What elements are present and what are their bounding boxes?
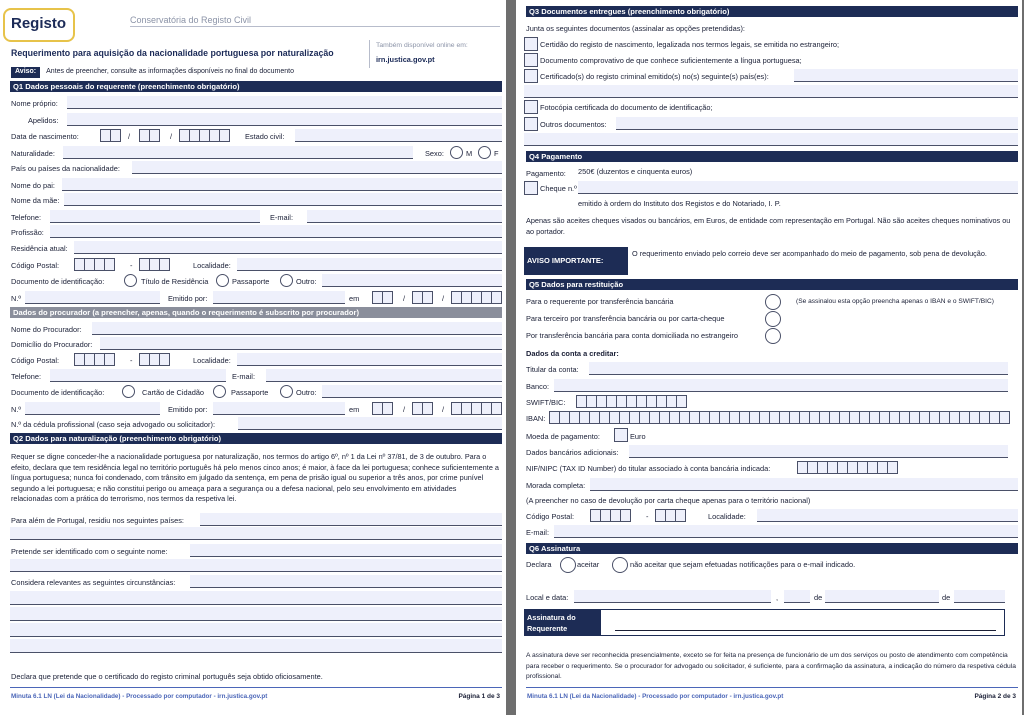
page-number: Página 2 de 3: [974, 692, 1016, 700]
comma: ,: [776, 593, 779, 602]
titulo-residencia-label: Título de Residência: [141, 277, 209, 286]
doc5-label: Outros documentos:: [540, 120, 607, 129]
doc3-field[interactable]: [794, 69, 1018, 82]
localidade-label: Localidade:: [193, 261, 231, 270]
ano-field[interactable]: [954, 590, 1005, 603]
aviso-label: Aviso:: [11, 67, 40, 78]
titulo-residencia-radio[interactable]: [124, 274, 137, 287]
considera-label: Considera relevantes as seguintes circunstâncias:: [11, 578, 176, 587]
residencia-field[interactable]: [74, 241, 502, 254]
doc4-checkbox[interactable]: [524, 100, 538, 114]
section-q2-header: Q2 Dados para naturalização (preenchimento obrigatório): [10, 433, 502, 444]
nascimento-year[interactable]: [179, 129, 229, 142]
naturalidade-field[interactable]: [63, 146, 413, 159]
sexo-m-label: M: [466, 149, 473, 158]
cheque-field[interactable]: [578, 181, 1018, 194]
restituicao-3-radio[interactable]: [765, 328, 781, 344]
slash: /: [403, 405, 406, 414]
considera-field-5[interactable]: [10, 639, 502, 653]
email-label: E-mail:: [270, 213, 293, 222]
q2-declaration: Requer se digne conceder-lhe a nacionalidade portuguesa por naturalização, nos termos do artigo 6º, nº 1 da Lei nº 37/81, de 3 de outubro. Para o efeito, declara que tem residência legal no território português há pelo menos cinco anos; é maior, à face da lei portuguesa; conhece suficientemente a língua portuguesa; nunca foi condenado, com trânsito em julgado da sentença, em pena de prisão igual ou superior a três anos, por crime punível segundo a lei portuguesa; e não constitui perigo ou ameaça para a segurança ou a defesa nacional, pelo seu envolvimento em atividades relacionadas com a prática do terrorismo, nos termos da respetiva lei.: [11, 452, 499, 504]
considera-field-4[interactable]: [10, 623, 502, 637]
localidade-proc-field[interactable]: [237, 353, 502, 366]
emitido-ordem-text: emitido à ordem do Instituto dos Registos e do Notariado, I. P.: [578, 199, 781, 208]
swift-cells[interactable]: [576, 395, 686, 408]
pai-label: Nome do pai:: [11, 181, 55, 190]
morada-field[interactable]: [590, 478, 1018, 491]
numero-field[interactable]: [25, 291, 160, 304]
alem-label: Para além de Portugal, residiu nos seguintes países:: [11, 516, 184, 525]
aceitar-label: aceitar: [577, 560, 600, 569]
cheque-checkbox[interactable]: [524, 181, 538, 195]
doc5-field[interactable]: [616, 117, 1018, 130]
nao-aceitar-radio[interactable]: [612, 557, 628, 573]
nao-aceitar-label: não aceitar que sejam efetuadas notificações para o e-mail indicado.: [630, 560, 856, 569]
outro-proc-label: Outro:: [296, 388, 317, 397]
restituicao-2-label: Para terceiro por transferência bancária ou por carta-cheque: [526, 314, 725, 323]
registo-logo: Registo: [3, 8, 75, 42]
nascimento-month[interactable]: [139, 129, 159, 142]
mae-field[interactable]: [64, 193, 502, 206]
numero-proc-field[interactable]: [25, 402, 160, 415]
section-q3-header: Q3 Documentos entregues (preenchimento obrigatório): [526, 6, 1018, 17]
divider: [369, 40, 370, 68]
doc-id-proc-label: Documento de identificação:: [11, 388, 105, 397]
pagamento-valor: 250€ (duzentos e cinquenta euros): [578, 167, 693, 176]
nascimento-label: Data de nascimento:: [11, 132, 79, 141]
mes-field[interactable]: [825, 590, 939, 603]
cc-label: Cartão de Cidadão: [142, 388, 205, 397]
cp-proc-part2[interactable]: [139, 353, 169, 366]
aviso-text: Antes de preencher, consulte as informações disponíveis no final do documento: [46, 68, 295, 75]
section-q4-header: Q4 Pagamento: [526, 151, 1018, 162]
footer-divider: [10, 687, 502, 688]
em-month[interactable]: [412, 291, 432, 304]
restituicao-1-label: Para o requerente por transferência bancária: [526, 297, 674, 306]
doc5-field-2[interactable]: [524, 133, 1018, 146]
nif-label: NIF/NIPC (TAX ID Number) do titular associado à conta bancária indicada:: [526, 464, 771, 473]
nome-procurador-label: Nome do Procurador:: [11, 325, 82, 334]
de-1: de: [814, 593, 823, 602]
cheque-label: Cheque n.º: [540, 184, 577, 193]
localidade-proc-label: Localidade:: [193, 356, 231, 365]
local-field[interactable]: [574, 590, 771, 603]
telefone-label: Telefone:: [11, 213, 41, 222]
alem-field[interactable]: [200, 513, 502, 526]
slash: /: [128, 132, 131, 141]
section-q6-header: Q6 Assinatura: [526, 543, 1018, 554]
titular-field[interactable]: [589, 362, 1008, 375]
slash: /: [170, 132, 173, 141]
apelidos-field[interactable]: [67, 113, 502, 126]
email-proc-label: E-mail:: [232, 372, 255, 381]
estado-civil-label: Estado civil:: [245, 132, 285, 141]
slash: /: [403, 294, 406, 303]
telefone-proc-field[interactable]: [50, 369, 226, 382]
em-label: em: [349, 294, 360, 303]
titular-label: Titular da conta:: [526, 365, 579, 374]
sexo-label: Sexo:: [425, 149, 444, 158]
emitido-field[interactable]: [213, 291, 345, 304]
cp2-part1[interactable]: [590, 509, 630, 522]
procurador-header: Dados do procurador (a preencher, apenas, quando o requerimento é subscrito por procurador): [10, 307, 502, 318]
paises-field[interactable]: [132, 161, 502, 174]
page-1: [0, 0, 506, 715]
pretende-field[interactable]: [190, 544, 502, 557]
aviso-importante-label: AVISO IMPORTANTE:: [524, 247, 628, 275]
declara2-label: Declara: [526, 560, 552, 569]
restituicao-1-note: (Se assinalou esta opção preencha apenas o IBAN e o SWIFT/BIC): [796, 298, 994, 305]
mae-label: Nome da mãe:: [11, 196, 60, 205]
page-2: [516, 0, 1022, 715]
em-proc-label: em: [349, 405, 360, 414]
junta-text: Junta os seguintes documentos (assinalar as opções pretendidas):: [526, 24, 745, 33]
email2-label: E-mail:: [526, 528, 549, 537]
doc2-label: Documento comprovativo de que conhece suficientemente a língua portuguesa;: [540, 56, 802, 65]
iban-label: IBAN:: [526, 414, 546, 423]
nome-field[interactable]: [67, 96, 502, 109]
moeda-label: Moeda de pagamento:: [526, 432, 600, 441]
residencia-label: Residência atual:: [11, 244, 68, 253]
cp-dash: -: [130, 356, 133, 365]
alem-field-2[interactable]: [10, 527, 502, 540]
localidade-field[interactable]: [237, 258, 502, 271]
estado-civil-field[interactable]: [295, 129, 502, 142]
cp-proc-label: Código Postal:: [11, 356, 60, 365]
nif-cells[interactable]: [797, 461, 897, 474]
declara-text: Declara que pretende que o certificado do registo criminal português seja obtido oficiosamente.: [11, 672, 323, 681]
cp2-part2[interactable]: [655, 509, 685, 522]
dia-field[interactable]: [784, 590, 810, 603]
doc1-checkbox[interactable]: [524, 37, 538, 51]
em-proc-day[interactable]: [372, 402, 392, 415]
domicilio-procurador-label: Domicílio do Procurador:: [11, 340, 93, 349]
pagamento-label: Pagamento:: [526, 169, 566, 178]
conservatoria-underline: [130, 26, 500, 27]
cp2-label: Código Postal:: [526, 512, 575, 521]
swift-label: SWIFT/BIC:: [526, 398, 566, 407]
section-q5-header: Q5 Dados para restituição: [526, 279, 1018, 290]
page-number: Página 1 de 3: [458, 692, 500, 700]
assinatura-note: A assinatura deve ser reconhecida presencialmente, exceto se for feita na presença de funcionário de um dos serviços ou posto de atendimento com competência para receber o requerimento. Se o procurador for advogado ou solicitador, é suficiente, para a confirmação da assinatura, a indicação do número da respetiva cédula profissional.: [526, 652, 1016, 680]
cp2-dash: -: [646, 512, 649, 521]
em-year[interactable]: [451, 291, 501, 304]
considera-field-2[interactable]: [10, 591, 502, 605]
footer-divider: [526, 687, 1018, 688]
pai-field[interactable]: [62, 178, 502, 191]
cp-part1[interactable]: [74, 258, 114, 271]
slash: /: [442, 405, 445, 414]
outro-proc-field[interactable]: [322, 385, 502, 398]
online-label: Também disponível online em:: [376, 42, 468, 49]
euro-label: Euro: [630, 432, 646, 441]
pretende-field-2[interactable]: [10, 559, 502, 572]
email-proc-field[interactable]: [266, 369, 502, 382]
passaporte-proc-label: Passaporte: [231, 388, 269, 397]
outro-proc-radio[interactable]: [280, 385, 293, 398]
passaporte-proc-radio[interactable]: [213, 385, 226, 398]
form-title: Requerimento para aquisição da nacionalidade portuguesa por naturalização: [11, 48, 334, 58]
aviso-importante-text: O requerimento enviado pelo correio deve ser acompanhado do meio de pagamento, sob pena de devolução.: [632, 249, 987, 258]
banco-label: Banco:: [526, 382, 550, 391]
cp-part2[interactable]: [139, 258, 169, 271]
sexo-f-radio[interactable]: [478, 146, 491, 159]
cp-proc-part1[interactable]: [74, 353, 114, 366]
considera-field-3[interactable]: [10, 607, 502, 621]
localidade2-label: Localidade:: [708, 512, 746, 521]
passaporte-label: Passaporte: [232, 277, 270, 286]
sexo-f-label: F: [494, 149, 499, 158]
cp-dash: -: [130, 261, 133, 270]
outro-radio[interactable]: [280, 274, 293, 287]
apelidos-label: Apelidos:: [28, 116, 59, 125]
doc3-field-2[interactable]: [524, 85, 1018, 98]
slash: /: [442, 294, 445, 303]
outro-field[interactable]: [322, 274, 502, 287]
doc3-checkbox[interactable]: [524, 69, 538, 83]
conta-heading: Dados da conta a creditar:: [526, 349, 619, 358]
naturalidade-label: Naturalidade:: [11, 149, 55, 158]
euro-checkbox[interactable]: [614, 428, 628, 442]
banco-field[interactable]: [554, 379, 1008, 392]
restituicao-3-label: Por transferência bancária para conta domiciliada no estrangeiro: [526, 331, 738, 340]
pretende-label: Pretende ser identificado com o seguinte nome:: [11, 547, 168, 556]
assinatura-label: Assinatura do Requerente: [524, 609, 600, 636]
profissao-label: Profissão:: [11, 228, 44, 237]
cheques-note: Apenas são aceites cheques visados ou bancários, em Euros, de entidade com representação em Portugal. Não são aceites cheques nominativos ou ao portador.: [526, 216, 1011, 236]
sexo-m-radio[interactable]: [450, 146, 463, 159]
email-field[interactable]: [307, 210, 502, 223]
doc5-checkbox[interactable]: [524, 117, 538, 131]
iban-cells[interactable]: [549, 411, 1009, 424]
assinatura-line: [615, 630, 996, 631]
cedula-label: N.º da cédula profissional (caso seja advogado ou solicitador):: [11, 420, 216, 429]
doc-id-label: Documento de identificação:: [11, 277, 105, 286]
aviso: [11, 67, 294, 78]
morada-label: Morada completa:: [526, 481, 586, 490]
adicionais-label: Dados bancários adicionais:: [526, 448, 619, 457]
online-link[interactable]: irn.justica.gov.pt: [376, 55, 435, 64]
passaporte-radio[interactable]: [216, 274, 229, 287]
footer-text: Minuta 6.1 LN (Lei da Nacionalidade) - Processado por computador - irn.justica.gov.pt: [527, 693, 784, 701]
aceitar-radio[interactable]: [560, 557, 576, 573]
footer-text: Minuta 6.1 LN (Lei da Nacionalidade) - Processado por computador - irn.justica.gov.pt: [11, 693, 268, 701]
emitido-proc-field[interactable]: [213, 402, 345, 415]
devolucao-note: (A preencher no caso de devolução por carta cheque apenas para o território nacional): [526, 496, 811, 505]
em-day[interactable]: [372, 291, 392, 304]
numero-label: N.º: [11, 294, 22, 303]
doc4-label: Fotocópia certificada do documento de identificação;: [540, 103, 713, 112]
adicionais-field[interactable]: [629, 445, 1008, 458]
localidade2-field[interactable]: [757, 509, 1018, 522]
de-2: de: [942, 593, 951, 602]
cedula-field[interactable]: [238, 417, 502, 430]
local-data-label: Local e data:: [526, 593, 569, 602]
nome-label: Nome próprio:: [11, 99, 58, 108]
doc2-checkbox[interactable]: [524, 53, 538, 67]
nome-procurador-field[interactable]: [92, 322, 502, 335]
cp-label: Código Postal:: [11, 261, 60, 270]
profissao-field[interactable]: [50, 225, 502, 238]
telefone-proc-label: Telefone:: [11, 372, 41, 381]
em-proc-month[interactable]: [412, 402, 432, 415]
conservatoria-field-label: Conservatória do Registo Civil: [130, 15, 252, 25]
doc1-label: Certidão do registo de nascimento, legalizada nos termos legais, se emitida no estrangeiro;: [540, 40, 840, 49]
nascimento-day[interactable]: [100, 129, 120, 142]
cc-radio[interactable]: [122, 385, 135, 398]
email2-field[interactable]: [554, 525, 1018, 538]
domicilio-procurador-field[interactable]: [100, 337, 502, 350]
paises-label: País ou países da nacionalidade:: [11, 164, 120, 173]
em-proc-year[interactable]: [451, 402, 501, 415]
numero-proc-label: N.º: [11, 405, 22, 414]
emitido-proc-label: Emitido por:: [168, 405, 208, 414]
assinatura-box[interactable]: [600, 609, 1005, 636]
restituicao-2-radio[interactable]: [765, 311, 781, 327]
telefone-field[interactable]: [50, 210, 260, 223]
emitido-label: Emitido por:: [168, 294, 208, 303]
section-q1-header: Q1 Dados pessoais do requerente (preenchimento obrigatório): [10, 81, 502, 92]
outro-label: Outro:: [296, 277, 317, 286]
considera-field[interactable]: [190, 575, 502, 588]
doc3-label: Certificado(s) do registo criminal emitido(s) no(s) seguinte(s) país(es):: [540, 72, 769, 81]
restituicao-1-radio[interactable]: [765, 294, 781, 310]
